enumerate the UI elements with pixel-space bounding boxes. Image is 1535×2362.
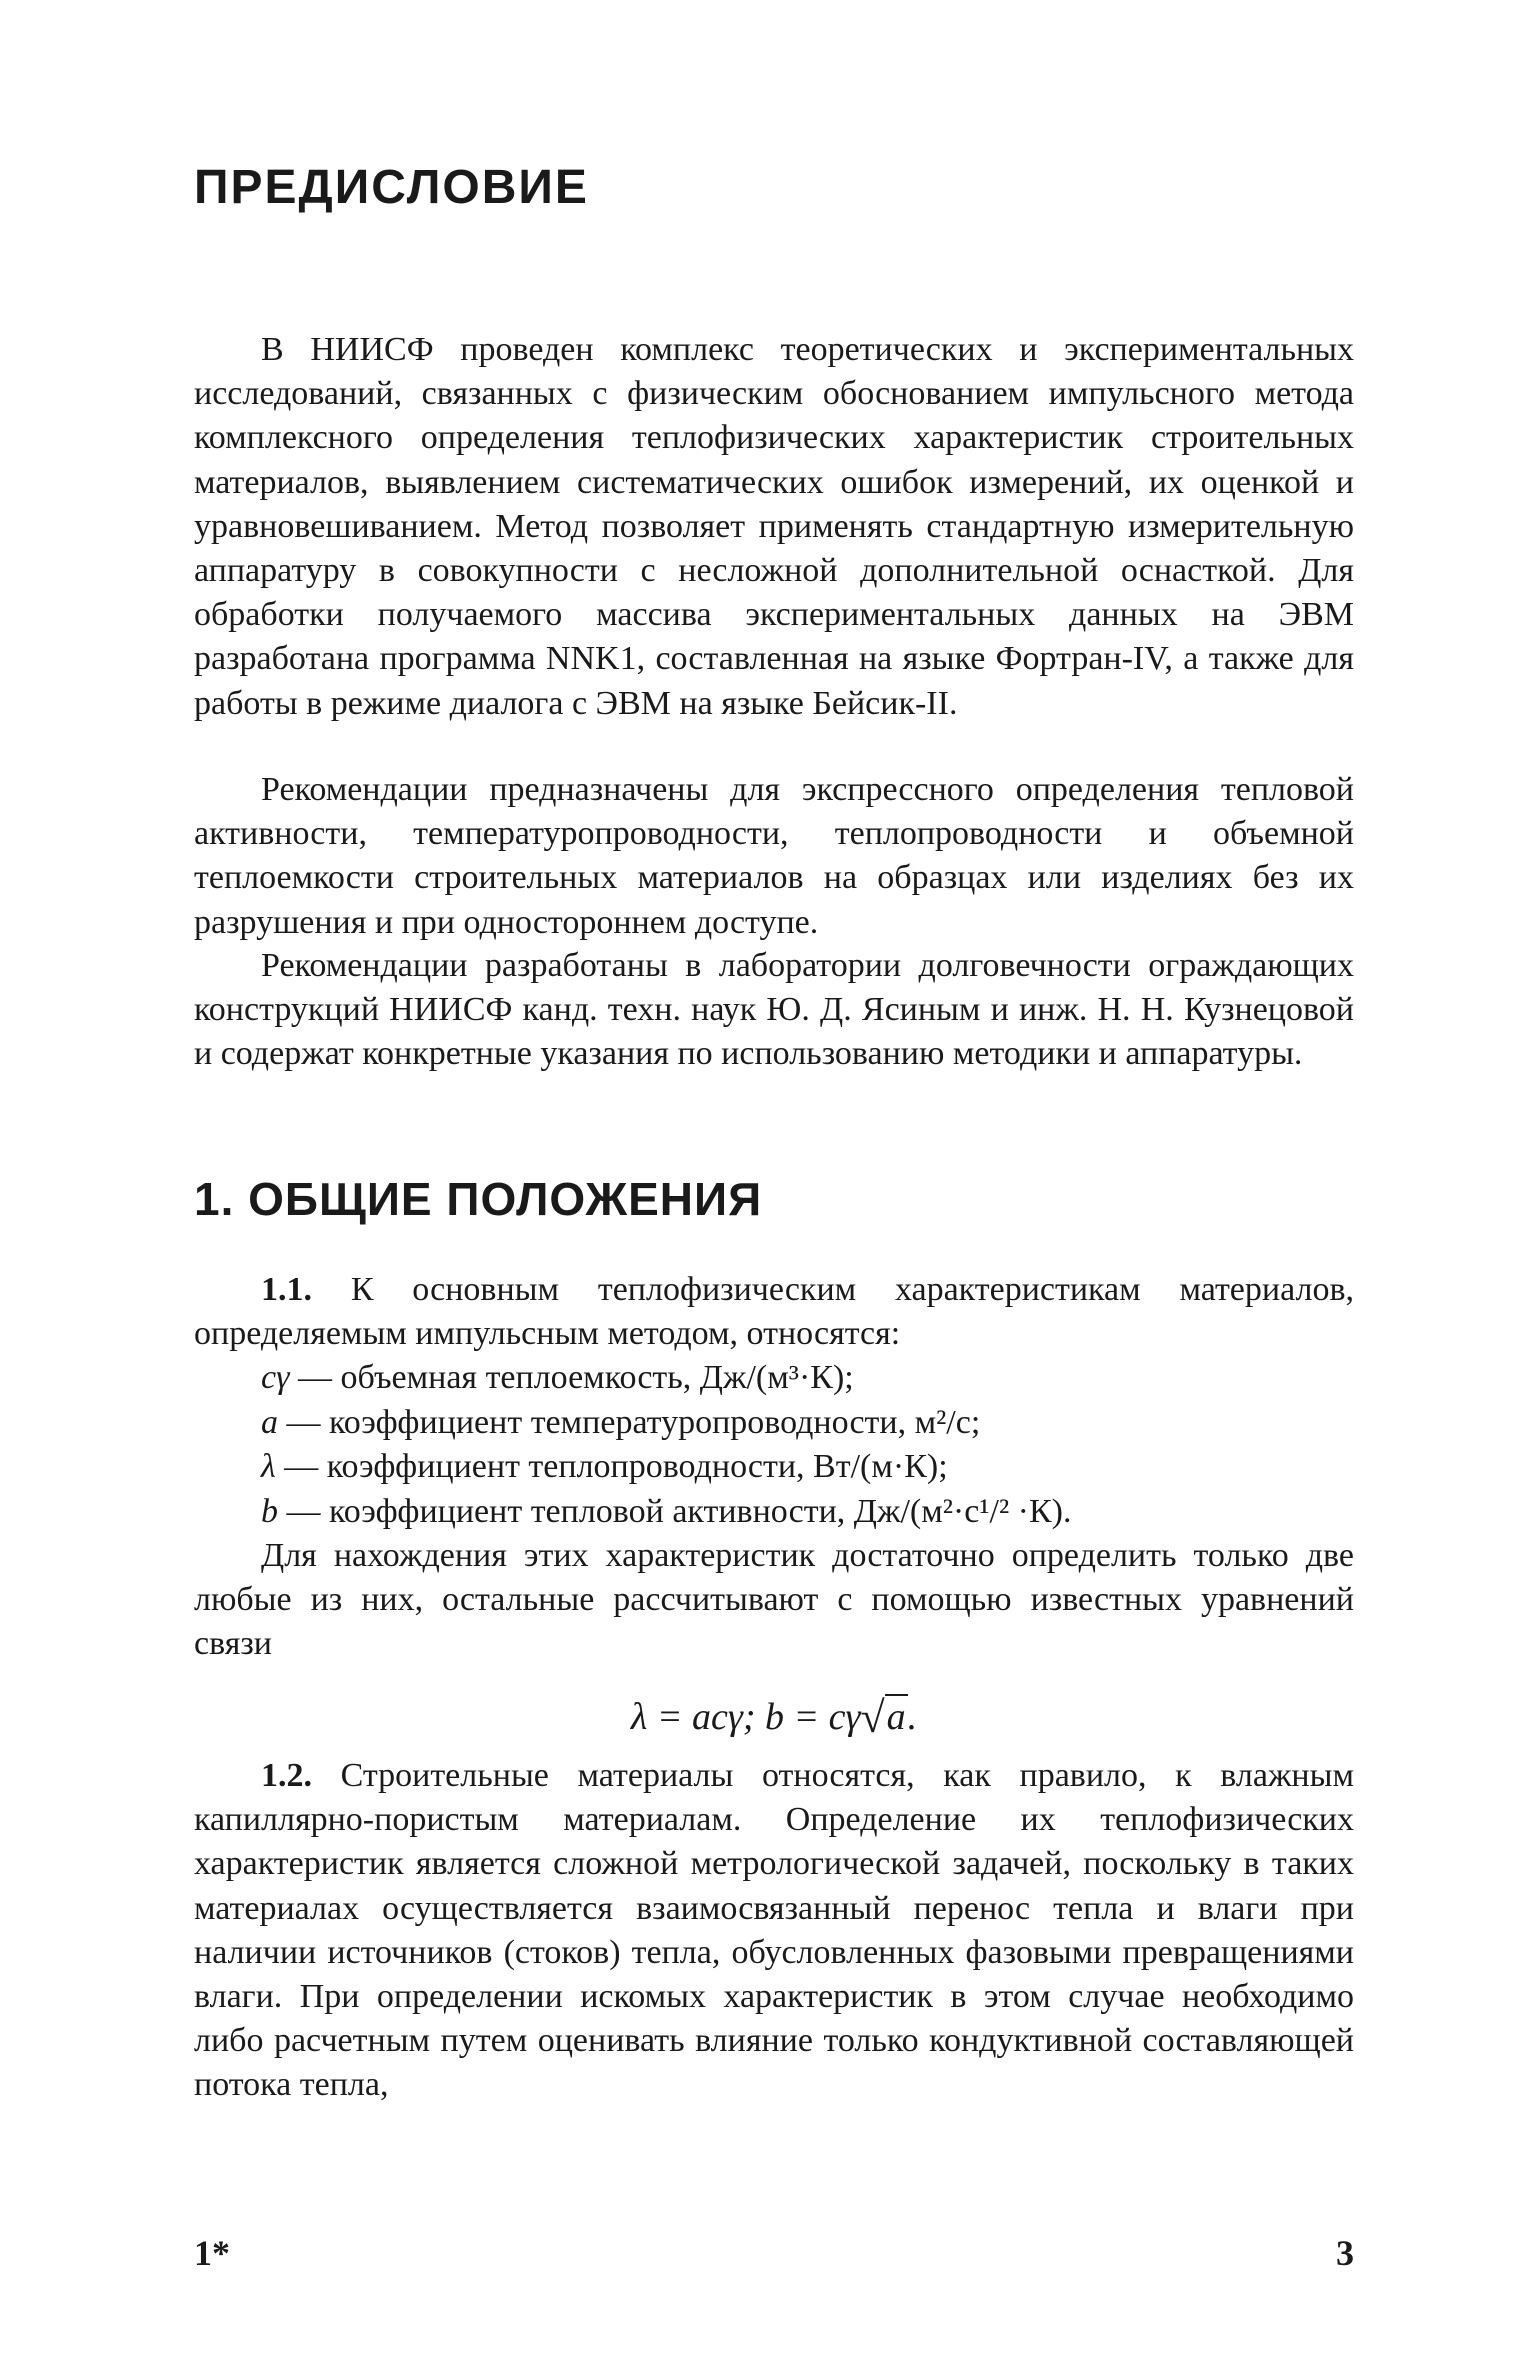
square-root [860, 1692, 907, 1743]
definition-text: — объемная теплоемкость, Дж/(м³·К); [289, 1359, 854, 1396]
definition-symbol: b [261, 1492, 278, 1530]
definition-symbol: cγ [261, 1359, 290, 1396]
definition-item [261, 1401, 1072, 1446]
definition-symbol: λ [261, 1448, 276, 1485]
formula [194, 1692, 1354, 1743]
preface-paragraph-2: Рекомендации предназначены для экспрессного определения тепловой активности, температуропроводности, теплопроводности и объемной теплоемкости строительных материалов на образцах или изделиях без их разрушения и при одностороннем доступе. [194, 771, 1354, 941]
preface-paragraph-3: Рекомендации разработаны в лаборатории долговечности ограждающих конструкций НИИСФ канд. техн. наук Ю. Д. Ясиным и инж. Н. Н. Кузнецовой и содержат конкретные указания по использованию методики и аппаратуры. [194, 947, 1354, 1073]
definition-text: — коэффициент тепловой активности, Дж/(м²·с¹/² ·К). [278, 1492, 1072, 1530]
paragraph-find: Для нахождения этих характеристик достаточно определить только две любые из них, остальные рассчитывают с помощью известных уравнений связи [194, 1537, 1354, 1663]
definition-text: — коэффициент теплопроводности, Вт/(м·К); [275, 1448, 948, 1485]
signature-mark: 1* [194, 2233, 230, 2273]
definition-text: — коэффициент температуропроводности, м²/с; [278, 1403, 981, 1441]
radicand: a [886, 1696, 906, 1738]
page-title: ПРЕДИСЛОВИЕ [194, 161, 589, 214]
definition-item [261, 1356, 1072, 1401]
definition-symbol: a [261, 1403, 278, 1441]
paragraph-1-2 [194, 1754, 1354, 2108]
section-heading: 1. ОБЩИЕ ПОЛОЖЕНИЯ [194, 1173, 763, 1225]
definition-item [261, 1445, 1072, 1490]
formula-main: λ = acγ; b = cγ [630, 1696, 861, 1738]
page-number: 3 [1336, 2233, 1354, 2273]
formula-end: . [907, 1696, 918, 1738]
paragraph-text: Строительные материалы относятся, как правило, к влажным капиллярно-пористым материалам. Определение их теплофизических характеристик является сложной метрологической задачей, поскольку в таких материалах осуществляется взаимосвязанный перенос тепла и влаги при наличии источников (стоков) тепла, обусловленных фазовыми превращениями влаги. При определении искомых характеристик в этом случае необходимо либо расчетным путем оценивать влияние только кондуктивной составляющей потока тепла, [194, 1757, 1354, 2104]
paragraph-number: 1.1. [261, 1271, 312, 1308]
definition-list [261, 1356, 1072, 1534]
root-sign-icon: √ [860, 1693, 885, 1742]
definition-item [261, 1490, 1072, 1535]
paragraph-text: К основным теплофизическим характеристикам материалов, определяемым импульсным методом, относятся: [194, 1271, 1355, 1353]
preface-paragraph-1: В НИИСФ проведен комплекс теоретических и экспериментальных исследований, связанных с физическим обоснованием импульсного метода комплексного определения теплофизических характеристик строительных материалов, выявлением систематических ошибок измерений, их оценкой и уравновешиванием. Метод позволяет применять стандартную измерительную аппаратуру в совокупности с несложной дополнительной оснасткой. Для обработки получаемого массива экспериментальных данных на ЭВМ разработана программа NNK1, составленная на языке Фортран-IV, а также для работы в режиме диалога с ЭВМ на языке Бейсик-II. [194, 331, 1354, 722]
paragraph-number: 1.2. [261, 1757, 312, 1794]
paragraph-1-1 [194, 1268, 1354, 1356]
